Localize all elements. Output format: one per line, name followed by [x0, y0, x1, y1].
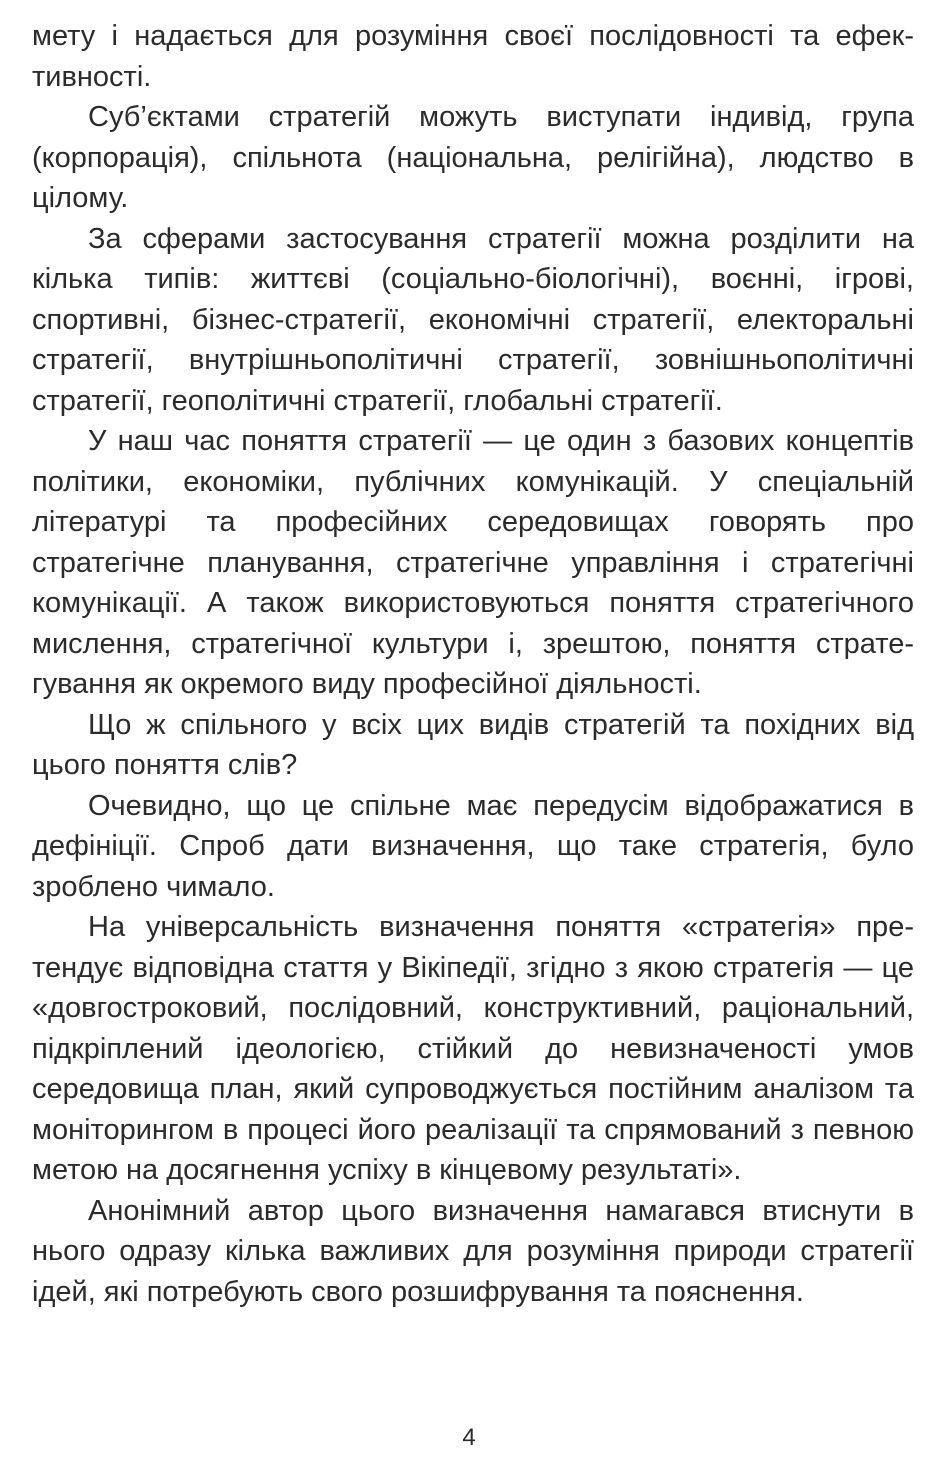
page-body	[32, 16, 914, 1312]
paragraph-question: Що ж спільного у всіх цих видів стратегій та похідних від цього поняття слів?	[32, 708, 914, 781]
paragraph-concept: У наш час поняття стратегії — це один з базових концептів політики, економіки, публічних комунікацій. У спеціальній літературі та професійних середовищах говорять про стратегічне планування, стратегічне управління і стратегічні комунікації. А також використовуються поняття стратегічного мислення, стратегічної культури і, зрештою, поняття стратегування як окремого виду професійної діяльності.	[32, 425, 914, 700]
paragraph-wikipedia: На універсальність визначення поняття «стратегія» претендує відповідна стаття у Вікіпедії, згідно з якою стратегія — це «довгостроковий, послідовний, конструктивний, раціональний, підкріплений ідеологією, стійкий до невизначеності умов середовища план, який супроводжується постійним аналізом та моніторингом в процесі його реалізації та спрямований з певною метою на досягнення успіху в кінцевому результаті».	[32, 911, 914, 1186]
page-number: 4	[462, 1424, 476, 1451]
paragraph-definition: Очевидно, що це спільне має передусім відображатися в дефініції. Спроб дати визначення, що таке стратегія, було зроблено чимало.	[32, 789, 914, 903]
paragraph-subjects: Суб’єктами стратегій можуть виступати індивід, група (корпорація), спільнота (національна, релігійна), людство в цілому.	[32, 101, 914, 214]
paragraph-types: За сферами застосування стратегії можна розділити на кілька типів: життєві (соціально-біологічні), воєнні, ігрові, спортивні, бізнес-стратегії, економічні стратегії, електоральні стратегії, внутрішньополітичні стратегії, зовнішньополітичні стратегії, геополітичні стратегії, глобальні стратегії.	[32, 222, 914, 417]
paragraph-continued: мету і надається для розуміння своєї послідовності та ефективності.	[32, 20, 914, 93]
paragraph-author: Анонімний автор цього визначення намагався втиснути в нього одразу кілька важливих для розуміння природи стратегії ідей, які потребують свого розшифрування та пояснення.	[32, 1194, 914, 1308]
